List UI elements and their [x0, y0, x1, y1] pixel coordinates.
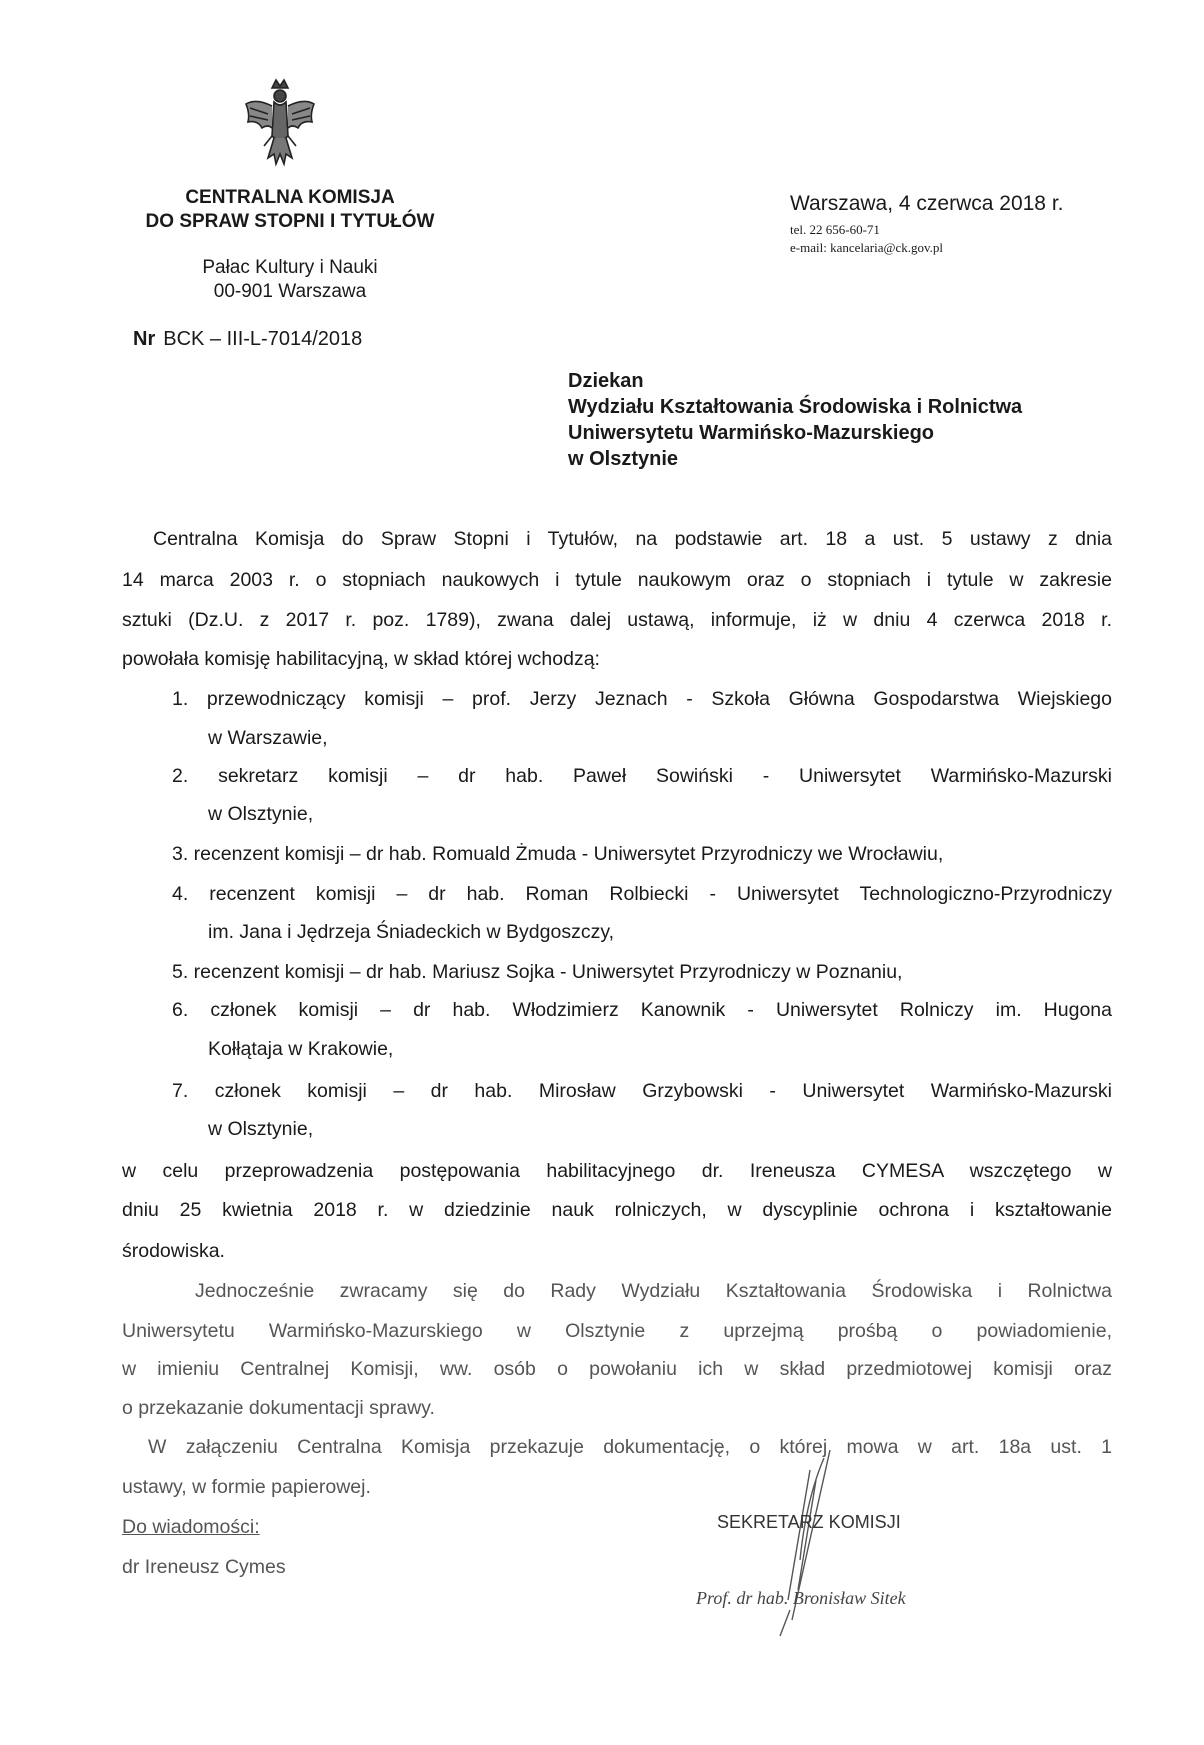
email-address: e-mail: kancelaria@ck.gov.pl [790, 240, 943, 255]
attachment-line: W załączeniu Centralna Komisja przekazuje dokumentację, o której mowa w art. 18a ust. 1 [148, 1436, 1112, 1458]
member-item: 6. członek komisji – dr hab. Włodzimierz Kanownik - Uniwersytet Rolniczy im. Hugona [172, 999, 1112, 1021]
member-item: 7. członek komisji – dr hab. Mirosław Grzybowski - Uniwersytet Warmińsko-Mazurski [172, 1080, 1112, 1102]
cc-recipient: dr Ireneusz Cymes [122, 1556, 286, 1578]
request-line: Uniwersytetu Warmińsko-Mazurskiego w Olsztynie z uprzejmą prośbą o powiadomienie, [122, 1320, 1112, 1342]
purpose-line: dniu 25 kwietnia 2018 r. w dziedzinie nauk rolniczych, w dyscyplinie ochrona i kształtowanie [122, 1199, 1112, 1221]
request-line: Jednocześnie zwracamy się do Rady Wydziału Kształtowania Środowiska i Rolnictwa [195, 1280, 1112, 1302]
recipient-line: w Olsztynie [568, 448, 679, 470]
member-item-cont: w Olsztynie, [208, 803, 314, 825]
reference-label: Nr [133, 328, 156, 350]
member-item: 3. recenzent komisji – dr hab. Romuald Żmuda - Uniwersytet Przyrodniczy we Wrocławiu, [172, 843, 944, 865]
reference-value: BCK – III-L-7014/2018 [163, 328, 363, 350]
member-item-cont: Kołłątaja w Krakowie, [208, 1038, 394, 1060]
attachment-line: ustawy, w formie papierowej. [122, 1476, 371, 1498]
intro-line: sztuki (Dz.U. z 2017 r. poz. 1789), zwana dalej ustawą, informuje, iż w dniu 4 czerwca 2018 r. [122, 609, 1112, 631]
member-item: 1. przewodniczący komisji – prof. Jerzy Jeznach - Szkoła Główna Gospodarstwa Wiejskiego [172, 688, 1112, 710]
address-line2: 00-901 Warszawa [213, 281, 367, 302]
intro-line: 14 marca 2003 r. o stopniach naukowych i tytule naukowym oraz o stopniach i tytule w zakresie [122, 569, 1112, 591]
intro-line: powołała komisję habilitacyjną, w skład której wchodzą: [122, 648, 600, 670]
address-line1: Pałac Kultury i Nauki [202, 257, 378, 278]
recipient-line: Uniwersytetu Warmińsko-Mazurskiego [568, 422, 935, 444]
recipient-line: Dziekan [568, 370, 644, 392]
handwritten-signature [740, 1440, 880, 1640]
eagle-emblem-icon [240, 74, 320, 174]
member-item-cont: w Olsztynie, [208, 1118, 314, 1140]
cc-label: Do wiadomości: [122, 1516, 260, 1538]
phone-number: tel. 22 656-60-71 [790, 222, 880, 237]
intro-line: Centralna Komisja do Spraw Stopni i Tytułów, na podstawie art. 18 a ust. 5 ustawy z dnia [153, 528, 1112, 550]
letter-date: Warszawa, 4 czerwca 2018 r. [790, 192, 1064, 215]
purpose-line: w celu przeprowadzenia postępowania habilitacyjnego dr. Ireneusza CYMESA wszczętego w [122, 1160, 1112, 1182]
signatory-name: Prof. dr hab. Bronisław Sitek [696, 1588, 906, 1608]
org-name-line1: CENTRALNA KOMISJA [185, 187, 395, 208]
org-name-line2: DO SPRAW STOPNI I TYTUŁÓW [145, 211, 435, 232]
signature-title: SEKRETARZ KOMISJI [717, 1512, 901, 1532]
member-item-cont: w Warszawie, [208, 727, 328, 749]
purpose-line: środowiska. [122, 1240, 225, 1262]
member-item: 4. recenzent komisji – dr hab. Roman Rolbiecki - Uniwersytet Technologiczno-Przyrodniczy [172, 883, 1112, 905]
reference-number [133, 328, 362, 351]
request-line: w imieniu Centralnej Komisji, ww. osób o powołaniu ich w skład przedmiotowej komisji oraz [122, 1358, 1112, 1380]
member-item-cont: im. Jana i Jędrzeja Śniadeckich w Bydgoszczy, [208, 921, 615, 943]
request-line: o przekazanie dokumentacji sprawy. [122, 1397, 435, 1419]
recipient-line: Wydziału Kształtowania Środowiska i Rolnictwa [568, 396, 1023, 418]
member-item: 5. recenzent komisji – dr hab. Mariusz Sojka - Uniwersytet Przyrodniczy w Poznaniu, [172, 961, 903, 983]
member-item: 2. sekretarz komisji – dr hab. Paweł Sowiński - Uniwersytet Warmińsko-Mazurski [172, 765, 1112, 787]
